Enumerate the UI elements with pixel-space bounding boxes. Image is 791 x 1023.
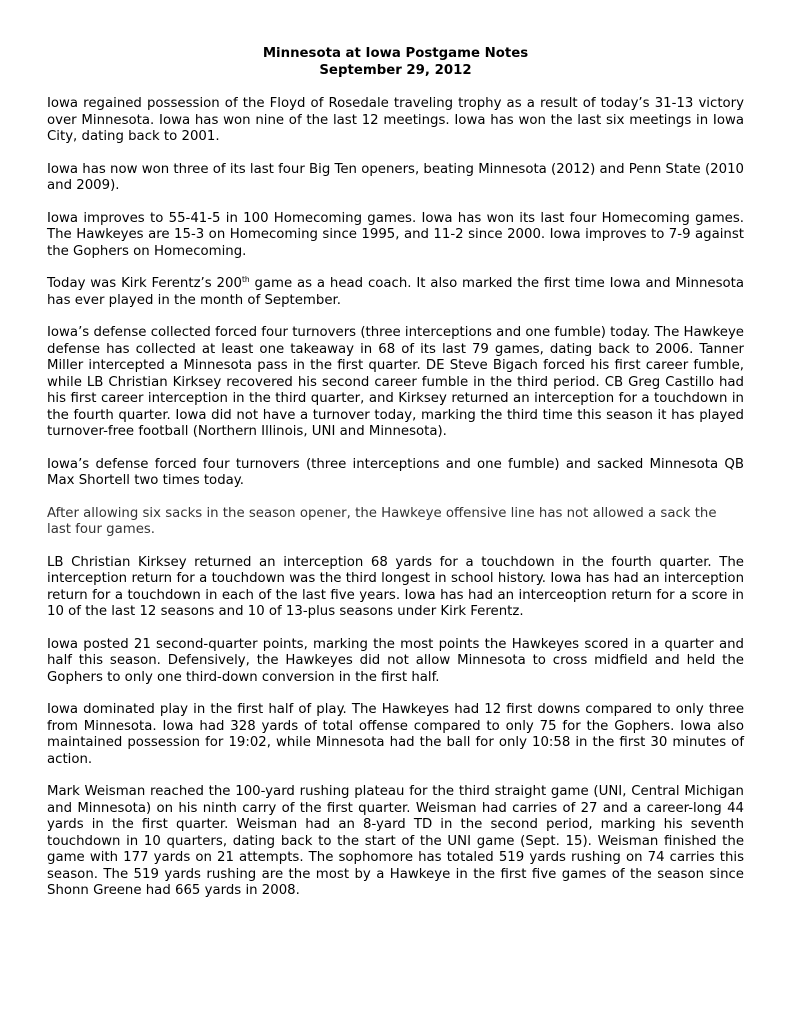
ferentz-text-before: Today was Kirk Ferentz’s 200	[47, 276, 242, 291]
ferentz-text-after: game as a head coach. It also marked the first time Iowa and Minnesota has ever played in the month of September.	[47, 276, 745, 308]
document-date: September 29, 2012	[319, 63, 472, 78]
paragraph-weisman: Mark Weisman reached the 100-yard rushing plateau for the third straight game (UNI, Central Michigan and Minnesota) on his ninth carry of the first quarter. Weisman had carries of 27 and a career-long 44 yards in the first quarter. Weisman had an 8-yard TD in the second period, marking his seventh touchdown in 10 quarters, dating back to the start of the UNI game (Sept. 15). Weisman finished the game with 177 yards on 21 attempts. The sophomore has totaled 519 yards rushing on 74 carries this season. The 519 yards rushing are the most by a Hawkeye in the first five games of the season since Shonn Greene had 665 yards in 2008.	[47, 784, 744, 898]
document-title: Minnesota at Iowa Postgame Notes	[262, 46, 529, 61]
paragraph-offensive-line: After allowing six sacks in the season opener, the Hawkeye offensive line has not allowed a sack the last four games.	[47, 505, 717, 537]
document-header	[47, 45, 744, 79]
paragraph-homecoming: Iowa improves to 55-41-5 in 100 Homecoming games. Iowa has won its last four Homecoming games. The Hawkeyes are 15-3 on Homecoming since 1995, and 11-2 since 2000. Iowa improves to 7-9 against the Gophers on Homecoming.	[47, 210, 744, 259]
paragraph-floyd-trophy: Iowa regained possession of the Floyd of Rosedale traveling trophy as a result of today’s 31-13 victory over Minnesota. Iowa has won nine of the last 12 meetings. Iowa has won the last six meetings in Iowa City, dating back to 2001.	[47, 96, 744, 144]
paragraph-first-half: Iowa dominated play in the first half of play. The Hawkeyes had 12 first downs compared to only three from Minnesota. Iowa had 328 yards of total offense compared to only 75 for the Gophers. Iowa also maintained possession for 19:02, while Minnesota had the ball for only 10:58 in the first 30 minutes of action.	[47, 702, 744, 767]
paragraph-turnovers: Iowa’s defense collected forced four turnovers (three interceptions and one fumble) today. The Hawkeye defense has collected at least one takeaway in 68 of its last 79 games, dating back to 2006. Tanner Miller intercepted a Minnesota pass in the first quarter. DE Steve Bigach forced his first career fumble, while LB Christian Kirksey recovered his second career fumble in the third period. CB Greg Castillo had his first career interception in the third quarter, and Kirksey returned an interception for a touchdown in the fourth quarter. Iowa did not have a turnover today, marking the third time this season it has played turnover-free football (Northern Illinois, UNI and Minnesota).	[47, 325, 744, 439]
paragraph-big-ten-openers: Iowa has now won three of its last four Big Ten openers, beating Minnesota (2012) and Penn State (2010 and 2009).	[47, 161, 744, 193]
paragraph-kirksey-return: LB Christian Kirksey returned an interception 68 yards for a touchdown in the fourth quarter. The interception return for a touchdown was the third longest in school history. Iowa has had an interception return for a touchdown in each of the last five years. Iowa has had an interceoption return for a score in 10 of the last 12 seasons and 10 of 13-plus seasons under Kirk Ferentz.	[47, 554, 744, 619]
ordinal-suffix: th	[241, 275, 250, 284]
paragraph-sacks: Iowa’s defense forced four turnovers (three interceptions and one fumble) and sacked Minnesota QB Max Shortell two times today.	[47, 456, 744, 488]
paragraph-second-quarter: Iowa posted 21 second-quarter points, marking the most points the Hawkeyes scored in a quarter and half this season. Defensively, the Hawkeyes did not allow Minnesota to cross midfield and held the Gophers to only one third-down conversion in the first half.	[47, 636, 744, 685]
paragraph-ferentz-200th	[47, 276, 744, 309]
